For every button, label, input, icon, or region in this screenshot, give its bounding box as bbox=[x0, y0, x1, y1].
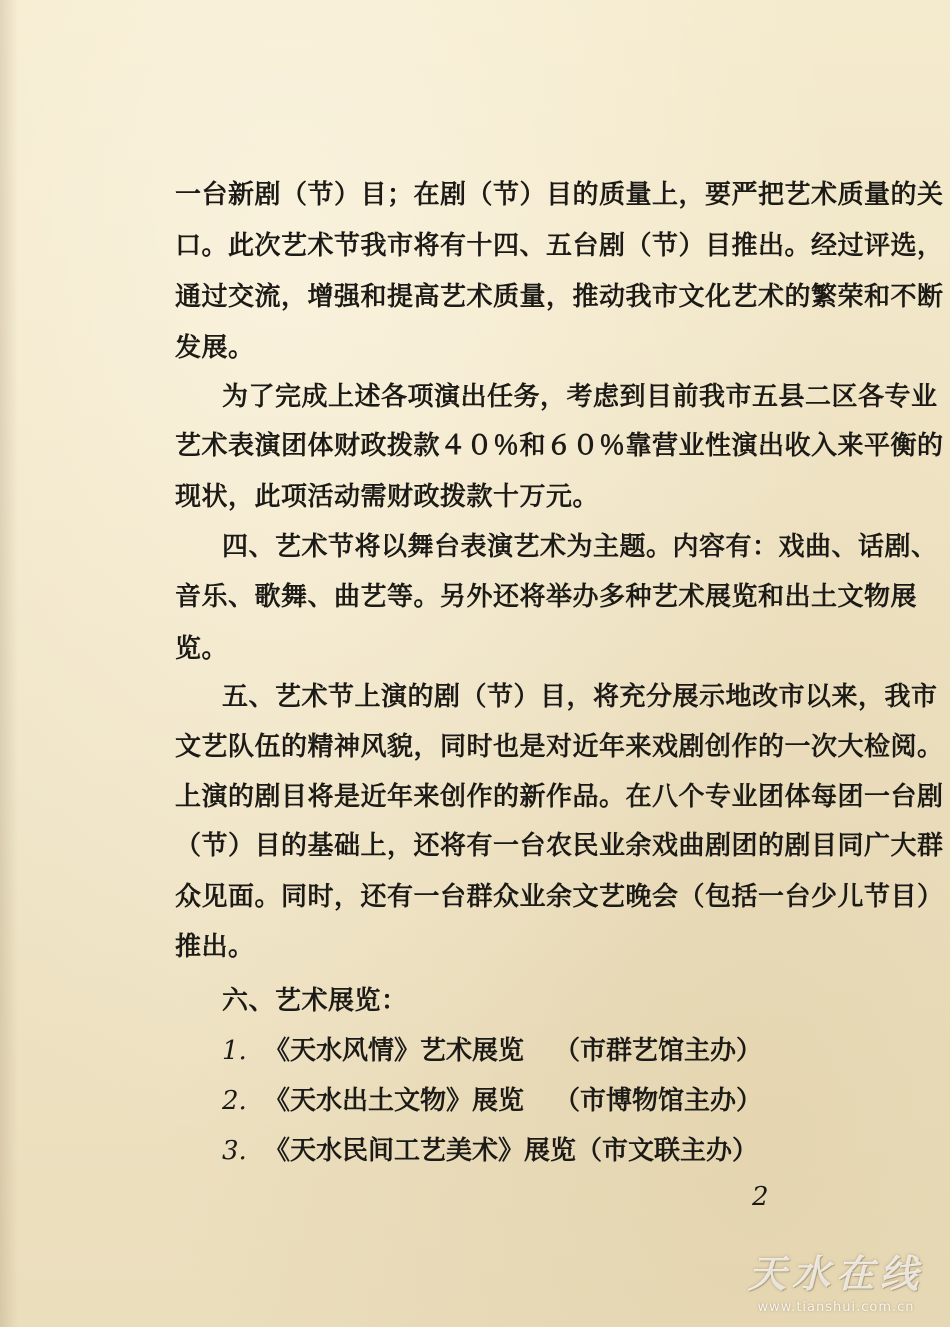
text-line: 音乐、歌舞、曲艺等。另外还将举办多种艺术展览和出土文物展 bbox=[175, 582, 918, 612]
exhibition-number: 1. bbox=[222, 1036, 247, 1066]
text-line: 览。 bbox=[175, 634, 229, 664]
text-line: 通过交流，增强和提高艺术质量，推动我市文化艺术的繁荣和不断 bbox=[175, 282, 944, 312]
exhibition-item bbox=[222, 1134, 758, 1168]
section-heading: 六、艺术展览： bbox=[222, 986, 408, 1016]
text-line: 推出。 bbox=[175, 932, 255, 962]
exhibition-item bbox=[222, 1084, 762, 1118]
text-line: 口。此次艺术节我市将有十四、五台剧（节）目推出。经过评选， bbox=[175, 231, 944, 261]
text-line: 现状，此项活动需财政拨款十万元。 bbox=[175, 482, 600, 512]
watermark-logo: 天水在线 bbox=[747, 1251, 924, 1296]
exhibition-title: 《天水风情》艺术展览 bbox=[264, 1036, 525, 1066]
text-line: 发展。 bbox=[175, 333, 255, 363]
text-line: 众见面。同时，还有一台群众业余文艺晚会（包括一台少儿节目） bbox=[175, 882, 944, 912]
paper-edge-shadow bbox=[0, 0, 18, 1327]
text-line: 艺术表演团体财政拨款４０％和６０％靠营业性演出收入来平衡的 bbox=[175, 431, 944, 461]
text-line: 文艺队伍的精神风貌，同时也是对近年来戏剧创作的一次大检阅。 bbox=[175, 732, 944, 762]
text-line: （节）目的基础上，还将有一台农民业余戏曲剧团的剧目同广大群 bbox=[175, 831, 944, 861]
exhibition-title: 《天水出土文物》展览 bbox=[264, 1086, 525, 1116]
text-line: 上演的剧目将是近年来创作的新作品。在八个专业团体每团一台剧 bbox=[175, 782, 944, 812]
watermark-url: www.tianshui.com.cn bbox=[757, 1300, 915, 1315]
exhibition-organizer: （市群艺馆主办） bbox=[554, 1036, 763, 1066]
exhibition-number: 3. bbox=[222, 1136, 247, 1166]
text-line: 为了完成上述各项演出任务，考虑到目前我市五县二区各专业 bbox=[222, 382, 938, 412]
site-watermark bbox=[736, 1243, 936, 1313]
exhibition-organizer: （市文联主办） bbox=[576, 1136, 759, 1166]
text-line: 四、艺术节将以舞台表演艺术为主题。内容有：戏曲、话剧、 bbox=[222, 532, 938, 562]
exhibition-item bbox=[222, 1034, 762, 1068]
exhibition-organizer: （市博物馆主办） bbox=[554, 1086, 763, 1116]
exhibition-number: 2. bbox=[222, 1086, 247, 1116]
text-line: 五、艺术节上演的剧（节）目，将充分展示地改市以来，我市 bbox=[222, 682, 938, 712]
text-line: 一台新剧（节）目；在剧（节）目的质量上，要严把艺术质量的关 bbox=[175, 180, 944, 210]
exhibition-title: 《天水民间工艺美术》展览 bbox=[264, 1136, 577, 1166]
page-number: 2 bbox=[752, 1182, 769, 1212]
